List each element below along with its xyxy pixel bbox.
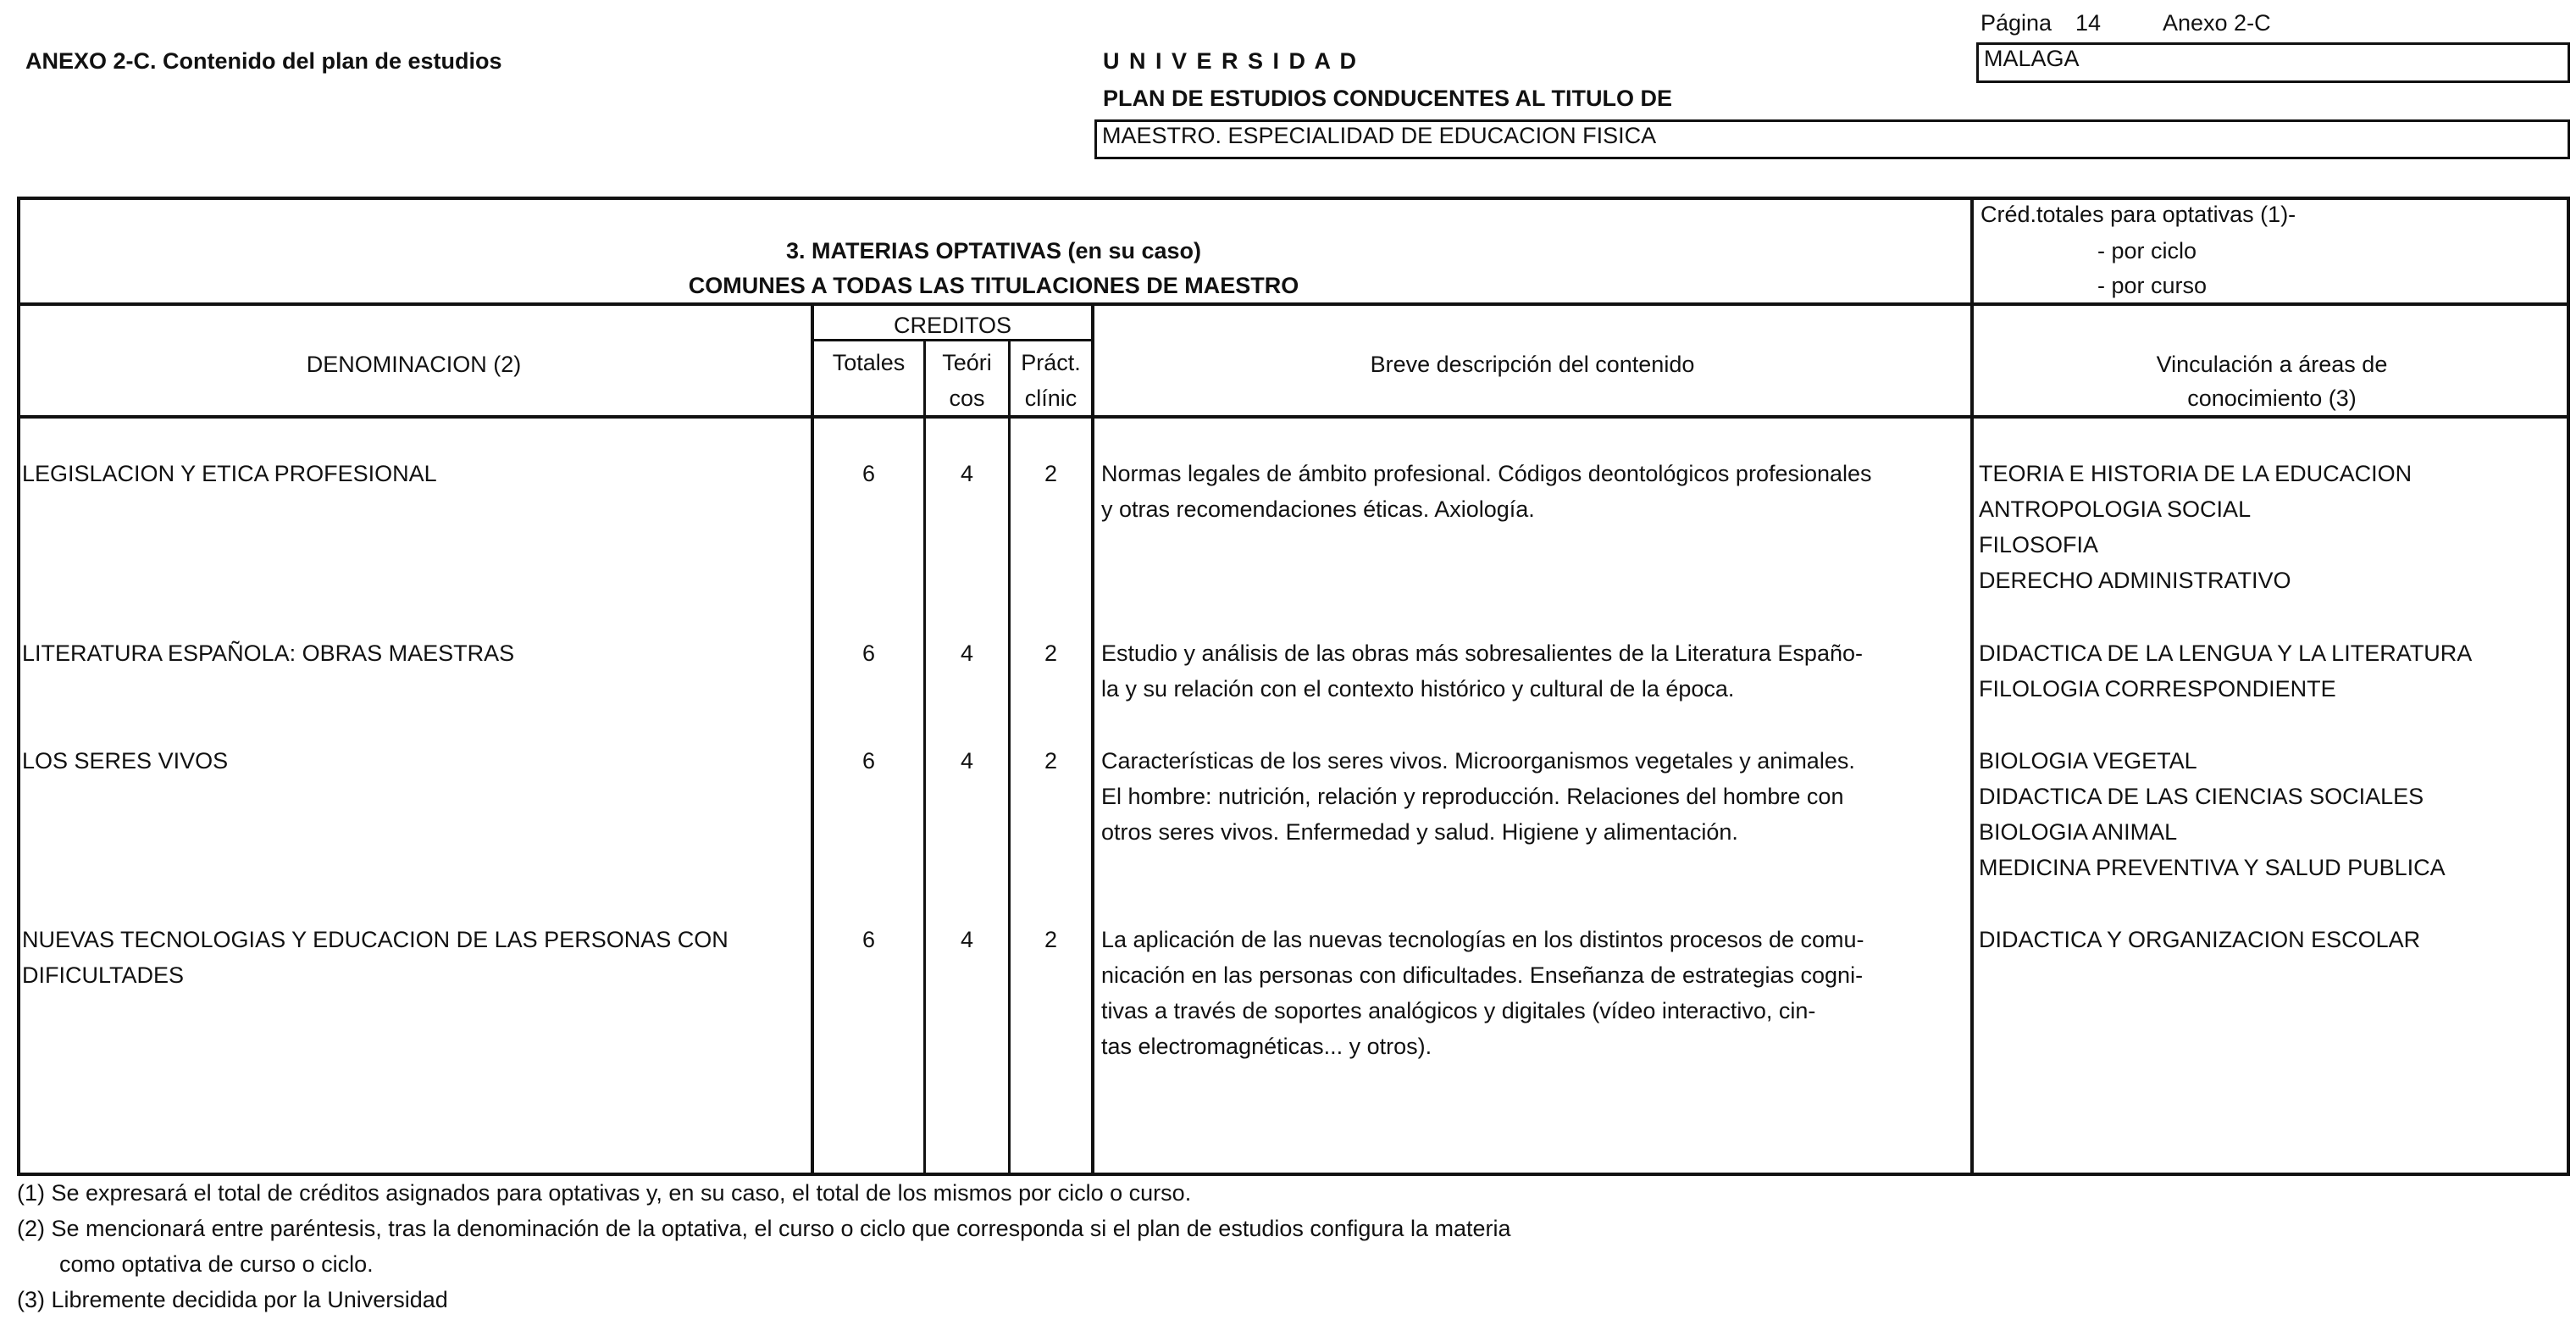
subject-description bbox=[1101, 635, 1863, 707]
description-line: tas electromagnéticas... y otros). bbox=[1101, 1034, 1432, 1059]
area-item: DIDACTICA DE LA LENGUA Y LA LITERATURA bbox=[1979, 641, 2473, 666]
description-line: Características de los seres vivos. Microorganismos vegetales y animales. bbox=[1101, 748, 1855, 774]
subject-name bbox=[22, 743, 806, 779]
subject-name-line: LEGISLACION Y ETICA PROFESIONAL bbox=[22, 461, 437, 486]
annex-reference: Anexo 2-C bbox=[2163, 10, 2271, 36]
rule-description-right bbox=[1970, 197, 1974, 1176]
credits-per-course-label: - por curso bbox=[2097, 273, 2208, 298]
subject-name-line: NUEVAS TECNOLOGIAS Y EDUCACION DE LAS PERSONAS CON bbox=[22, 927, 728, 952]
rule-creditos-left bbox=[811, 304, 814, 1176]
subject-description bbox=[1101, 743, 1855, 850]
subject-description bbox=[1101, 456, 1872, 527]
total-optional-credits-label: Créd.totales para optativas (1)- bbox=[1980, 202, 2296, 227]
header-totales: Totales bbox=[832, 350, 906, 375]
subject-name-line: LITERATURA ESPAÑOLA: OBRAS MAESTRAS bbox=[22, 641, 515, 666]
annex-title: ANEXO 2-C. Contenido del plan de estudios bbox=[25, 48, 502, 74]
subject-name bbox=[22, 922, 806, 993]
knowledge-areas bbox=[1979, 922, 2420, 957]
rule-below-section-title bbox=[17, 302, 2570, 306]
section-title: 3. MATERIAS OPTATIVAS (en su caso) bbox=[785, 238, 1202, 263]
knowledge-areas bbox=[1979, 635, 2472, 707]
credits-theory: 4 bbox=[960, 641, 974, 666]
credits-total: 6 bbox=[861, 748, 876, 774]
knowledge-areas bbox=[1979, 743, 2446, 885]
description-line: la y su relación con el contexto histórico y cultural de la época. bbox=[1101, 676, 1735, 702]
section-subtitle: COMUNES A TODAS LAS TITULACIONES DE MAESTRO bbox=[688, 273, 1299, 298]
header-vinculacion-line1: Vinculación a áreas de bbox=[2156, 352, 2388, 377]
subject-name-line: DIFICULTADES bbox=[22, 962, 185, 988]
subject-description bbox=[1101, 922, 1864, 1064]
description-line: otros seres vivos. Enfermedad y salud. Higiene y alimentación. bbox=[1101, 819, 1738, 845]
page-label: Página bbox=[1980, 10, 2052, 36]
area-item: DIDACTICA Y ORGANIZACION ESCOLAR bbox=[1979, 927, 2421, 952]
subject-name bbox=[22, 456, 806, 491]
page-number: 14 bbox=[2075, 10, 2102, 36]
footnote-3: (3) Libremente decidida por la Universidad bbox=[17, 1287, 448, 1312]
subject-name bbox=[22, 635, 806, 671]
credits-practice: 2 bbox=[1044, 748, 1058, 774]
description-line: La aplicación de las nuevas tecnologías en los distintos procesos de comu- bbox=[1101, 927, 1864, 952]
university-name-box bbox=[1976, 42, 2570, 83]
credits-per-cycle-label: - por ciclo bbox=[2097, 238, 2197, 263]
footnote-2: (2) Se mencionará entre paréntesis, tras la denominación de la optativa, el curso o ciclo que corresponda si el plan de estudios configura la materia bbox=[17, 1216, 1511, 1241]
credits-practice: 2 bbox=[1044, 927, 1058, 952]
degree-title-box bbox=[1094, 119, 2570, 159]
header-creditos: CREDITOS bbox=[893, 313, 1012, 338]
header-practicos-line1: Práct. bbox=[1021, 350, 1081, 375]
area-item: ANTROPOLOGIA SOCIAL bbox=[1979, 496, 2252, 522]
description-line: Estudio y análisis de las obras más sobresalientes de la Literatura Españo- bbox=[1101, 641, 1863, 666]
header-descripcion: Breve descripción del contenido bbox=[1370, 352, 1695, 377]
area-item: FILOLOGIA CORRESPONDIENTE bbox=[1979, 676, 2336, 702]
footnote-1: (1) Se expresará el total de créditos asignados para optativas y, en su caso, el total de los mismos por ciclo o curso. bbox=[17, 1180, 1192, 1206]
credits-theory: 4 bbox=[960, 748, 974, 774]
description-line: y otras recomendaciones éticas. Axiología. bbox=[1101, 496, 1535, 522]
rule-below-column-headers bbox=[17, 415, 2570, 419]
area-item: DERECHO ADMINISTRATIVO bbox=[1979, 568, 2291, 593]
degree-title: MAESTRO. ESPECIALIDAD DE EDUCACION FISICA bbox=[1102, 123, 1657, 148]
footnote-2-continued: como optativa de curso o ciclo. bbox=[59, 1251, 374, 1277]
credits-theory: 4 bbox=[960, 927, 974, 952]
university-name: MALAGA bbox=[1984, 46, 2080, 71]
header-teoricos-line1: Teóri bbox=[942, 350, 992, 375]
credits-total: 6 bbox=[861, 461, 876, 486]
rule-creditos-right bbox=[1091, 304, 1094, 1176]
knowledge-areas bbox=[1979, 456, 2412, 598]
rule-below-creditos bbox=[812, 339, 1094, 341]
plan-label: PLAN DE ESTUDIOS CONDUCENTES AL TITULO DE bbox=[1103, 86, 1673, 111]
university-label: U N I V E R S I D A D bbox=[1103, 48, 1359, 74]
area-item: TEORIA E HISTORIA DE LA EDUCACION bbox=[1979, 461, 2413, 486]
description-line: nicación en las personas con dificultades. Enseñanza de estrategias cogni- bbox=[1101, 962, 1864, 988]
description-line: tivas a través de soportes analógicos y digitales (vídeo interactivo, cin- bbox=[1101, 998, 1816, 1023]
header-practicos-line2: clínic bbox=[1024, 385, 1077, 411]
header-denominacion: DENOMINACION (2) bbox=[306, 352, 522, 377]
credits-practice: 2 bbox=[1044, 461, 1058, 486]
subject-name-line: LOS SERES VIVOS bbox=[22, 748, 229, 774]
credits-practice: 2 bbox=[1044, 641, 1058, 666]
area-item: FILOSOFIA bbox=[1979, 532, 2099, 557]
area-item: BIOLOGIA VEGETAL bbox=[1979, 748, 2197, 774]
area-item: DIDACTICA DE LAS CIENCIAS SOCIALES bbox=[1979, 784, 2424, 809]
header-vinculacion-line2: conocimiento (3) bbox=[2187, 385, 2357, 411]
area-item: BIOLOGIA ANIMAL bbox=[1979, 819, 2178, 845]
description-line: Normas legales de ámbito profesional. Códigos deontológicos profesionales bbox=[1101, 461, 1872, 486]
description-line: El hombre: nutrición, relación y reproducción. Relaciones del hombre con bbox=[1101, 784, 1844, 809]
credits-total: 6 bbox=[861, 927, 876, 952]
area-item: MEDICINA PREVENTIVA Y SALUD PUBLICA bbox=[1979, 855, 2446, 880]
credits-theory: 4 bbox=[960, 461, 974, 486]
credits-total: 6 bbox=[861, 641, 876, 666]
header-teoricos-line2: cos bbox=[949, 385, 985, 411]
